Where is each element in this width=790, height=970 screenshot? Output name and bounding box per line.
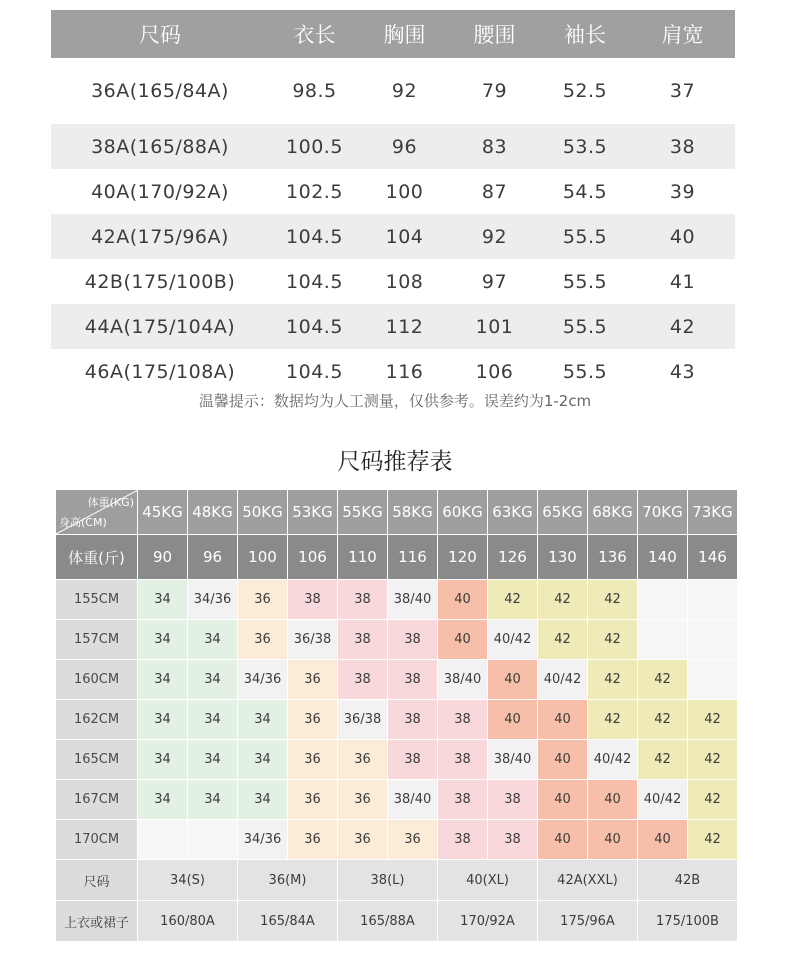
recommended-size-cell: 42 <box>638 700 688 740</box>
weight-jin-row <box>56 535 738 580</box>
measurement-cell: 40 <box>630 214 735 259</box>
recommendation-title: 尺码推荐表 <box>337 449 453 475</box>
header-length: 衣长 <box>269 10 360 58</box>
measurement-cell: 41 <box>669 270 696 293</box>
recommended-size-cell: 40 <box>538 820 588 860</box>
weight-jin-header: 110 <box>338 535 388 580</box>
weight-jin-header: 90 <box>138 535 188 580</box>
size-recommendation-table <box>55 489 738 942</box>
recommended-size-cell: 36 <box>338 780 388 820</box>
recommended-size-cell: 36 <box>288 700 338 740</box>
measurement-cell: 55.5 <box>562 270 608 293</box>
measurement-cell: 37 <box>669 80 696 102</box>
recommended-size-cell: 34 <box>238 700 288 740</box>
height-row <box>56 580 738 620</box>
recommended-size-cell: 36 <box>338 740 388 780</box>
weight-kg-row <box>56 490 738 535</box>
height-row <box>56 820 738 860</box>
recommended-size-cell: 36 <box>238 580 288 620</box>
recommended-size-cell: 38 <box>438 820 488 860</box>
size-code-row <box>56 860 738 901</box>
recommended-size-cell: 38/40 <box>388 580 438 620</box>
recommended-size-cell: 34/36 <box>238 660 288 700</box>
recommended-size-cell <box>138 820 188 860</box>
recommended-size-cell: 38 <box>438 780 488 820</box>
weight-kg-header: 45KG <box>138 490 188 535</box>
recommended-size-cell: 42 <box>488 580 538 620</box>
weight-kg-header: 53KG <box>288 490 338 535</box>
measurement-cell: 38 <box>630 124 735 169</box>
size-code-cell: 42A(XXL) <box>538 860 638 901</box>
recommended-size-cell: 36/38 <box>288 620 338 660</box>
weight-kg-header: 65KG <box>538 490 588 535</box>
recommended-size-cell: 34/36 <box>188 580 238 620</box>
weight-kg-header: 60KG <box>438 490 488 535</box>
recommended-size-cell: 42 <box>688 700 738 740</box>
header-size: 尺码 <box>51 10 269 58</box>
measurement-cell: 116 <box>385 360 424 383</box>
size-code-cell: 34(S) <box>138 860 238 901</box>
weight-jin-header: 146 <box>688 535 738 580</box>
recommended-size-cell: 34 <box>238 780 288 820</box>
size-row <box>51 259 735 304</box>
recommended-size-cell <box>638 620 688 660</box>
table-corner-cell <box>56 490 138 535</box>
height-row <box>56 660 738 700</box>
recommended-size-cell: 42 <box>588 620 638 660</box>
recommended-size-cell: 36 <box>388 820 438 860</box>
measurement-cell: 53.5 <box>540 124 630 169</box>
size-code-cell: 38(L) <box>338 860 438 901</box>
weight-kg-header: 55KG <box>338 490 388 535</box>
weight-jin-header: 116 <box>388 535 438 580</box>
recommended-size-cell: 38 <box>388 620 438 660</box>
height-row <box>56 620 738 660</box>
size-row <box>51 124 735 169</box>
top-size-cell: 175/96A <box>538 901 638 942</box>
height-label: 155CM <box>56 580 138 620</box>
measurement-cell: 112 <box>360 304 449 349</box>
recommended-size-cell: 38 <box>388 660 438 700</box>
recommended-size-cell: 40 <box>438 580 488 620</box>
recommended-size-cell: 42 <box>688 780 738 820</box>
weight-kg-header: 58KG <box>388 490 438 535</box>
recommended-size-cell: 40/42 <box>538 660 588 700</box>
measurement-cell: 55.5 <box>540 304 630 349</box>
size-code-cell: 42A(175/96A) <box>51 214 269 259</box>
size-row <box>51 58 735 124</box>
height-label: 160CM <box>56 660 138 700</box>
recommended-size-cell: 38/40 <box>438 660 488 700</box>
measurement-cell: 92 <box>449 214 540 259</box>
recommended-size-cell: 42 <box>638 660 688 700</box>
recommended-size-cell: 38 <box>338 660 388 700</box>
recommended-size-cell: 40 <box>488 660 538 700</box>
measurement-cell: 102.5 <box>286 180 343 203</box>
recommended-size-cell: 34 <box>188 780 238 820</box>
top-size-row-label: 上衣或裙子 <box>56 901 138 942</box>
measurement-cell: 83 <box>449 124 540 169</box>
measurement-cell: 100.5 <box>269 124 360 169</box>
weight-jin-header: 100 <box>238 535 288 580</box>
measurement-cell: 79 <box>481 80 508 102</box>
measurement-cell: 98.5 <box>292 80 337 102</box>
measurement-cell: 100 <box>385 180 424 203</box>
recommended-size-cell: 40 <box>488 700 538 740</box>
recommended-size-cell: 42 <box>588 580 638 620</box>
size-code-row-label: 尺码 <box>56 860 138 901</box>
height-label: 165CM <box>56 740 138 780</box>
recommended-size-cell: 34 <box>188 700 238 740</box>
header-waist: 腰围 <box>449 10 540 58</box>
measurement-cell: 43 <box>669 360 696 383</box>
measurement-cell: 104.5 <box>286 270 343 293</box>
recommended-size-cell: 36 <box>288 660 338 700</box>
recommended-size-cell: 38/40 <box>388 780 438 820</box>
recommended-size-cell <box>638 580 688 620</box>
height-row <box>56 780 738 820</box>
recommended-size-cell: 38 <box>338 580 388 620</box>
header-chest: 胸围 <box>360 10 449 58</box>
recommended-size-cell: 38 <box>288 580 338 620</box>
top-size-cell: 165/84A <box>238 901 338 942</box>
top-size-cell: 170/92A <box>438 901 538 942</box>
size-code-cell: 36A(165/84A) <box>91 80 229 102</box>
height-row <box>56 700 738 740</box>
recommended-size-cell: 38 <box>388 740 438 780</box>
measurement-cell: 87 <box>481 180 508 203</box>
recommended-size-cell: 36 <box>238 620 288 660</box>
size-code-cell: 44A(175/104A) <box>51 304 269 349</box>
recommended-size-cell: 38 <box>488 780 538 820</box>
measurement-cell: 106 <box>475 360 514 383</box>
top-size-cell: 160/80A <box>138 901 238 942</box>
recommended-size-cell: 36 <box>288 740 338 780</box>
recommended-size-cell: 36 <box>288 820 338 860</box>
size-code-cell: 40A(170/92A) <box>91 180 229 203</box>
recommended-size-cell: 40/42 <box>588 740 638 780</box>
weight-kg-header: 48KG <box>188 490 238 535</box>
recommended-size-cell: 34 <box>138 580 188 620</box>
recommended-size-cell: 42 <box>538 620 588 660</box>
recommended-size-cell: 34 <box>188 660 238 700</box>
recommended-size-cell: 34 <box>188 620 238 660</box>
size-chart-table <box>51 10 735 394</box>
recommended-size-cell: 40 <box>538 740 588 780</box>
weight-jin-header: 96 <box>188 535 238 580</box>
weight-jin-header: 120 <box>438 535 488 580</box>
recommended-size-cell: 34 <box>138 660 188 700</box>
top-size-row <box>56 901 738 942</box>
measurement-cell: 54.5 <box>562 180 608 203</box>
weight-jin-label: 体重(斤) <box>56 535 138 580</box>
weight-jin-header: 126 <box>488 535 538 580</box>
height-label: 157CM <box>56 620 138 660</box>
recommended-size-cell: 40 <box>588 820 638 860</box>
recommended-size-cell <box>688 660 738 700</box>
corner-weight-label: 体重(KG) <box>87 496 134 509</box>
weight-kg-header: 73KG <box>688 490 738 535</box>
measurement-cell: 108 <box>385 270 424 293</box>
size-code-cell: 38A(165/88A) <box>51 124 269 169</box>
size-code-cell: 46A(175/108A) <box>84 360 236 383</box>
recommended-size-cell: 36 <box>288 780 338 820</box>
measurement-cell: 96 <box>360 124 449 169</box>
recommended-size-cell: 42 <box>688 740 738 780</box>
recommended-size-cell: 42 <box>538 580 588 620</box>
size-code-cell: 42B <box>638 860 738 901</box>
measurement-cell: 104.5 <box>286 360 343 383</box>
recommended-size-cell: 34 <box>138 780 188 820</box>
recommended-size-cell: 36 <box>338 820 388 860</box>
size-code-cell: 42B(175/100B) <box>84 270 236 293</box>
measurement-cell: 92 <box>391 80 418 102</box>
size-row <box>51 169 735 214</box>
recommended-size-cell: 38/40 <box>488 740 538 780</box>
measurement-cell: 104 <box>360 214 449 259</box>
measurement-cell: 104.5 <box>269 304 360 349</box>
recommended-size-cell <box>688 620 738 660</box>
size-row <box>51 214 735 259</box>
height-label: 162CM <box>56 700 138 740</box>
recommended-size-cell: 34 <box>138 700 188 740</box>
height-label: 170CM <box>56 820 138 860</box>
measurement-cell: 52.5 <box>562 80 608 102</box>
recommended-size-cell: 38 <box>438 700 488 740</box>
height-row <box>56 740 738 780</box>
recommended-size-cell <box>688 580 738 620</box>
top-size-cell: 165/88A <box>338 901 438 942</box>
recommended-size-cell: 34 <box>188 740 238 780</box>
recommended-size-cell: 40 <box>638 820 688 860</box>
recommended-size-cell: 34 <box>138 620 188 660</box>
corner-height-label: 身高(CM) <box>59 516 107 529</box>
size-row <box>51 349 735 394</box>
recommended-size-cell: 42 <box>588 660 638 700</box>
recommended-size-cell: 40 <box>438 620 488 660</box>
recommended-size-cell: 42 <box>588 700 638 740</box>
measurement-cell: 55.5 <box>540 214 630 259</box>
measurement-cell: 101 <box>449 304 540 349</box>
measurement-cell: 97 <box>481 270 508 293</box>
recommended-size-cell: 40 <box>538 700 588 740</box>
measurement-cell: 39 <box>669 180 696 203</box>
weight-jin-header: 136 <box>588 535 638 580</box>
recommended-size-cell: 38 <box>438 740 488 780</box>
weight-kg-header: 68KG <box>588 490 638 535</box>
recommended-size-cell: 40/42 <box>488 620 538 660</box>
measurement-cell: 55.5 <box>562 360 608 383</box>
weight-kg-header: 50KG <box>238 490 288 535</box>
recommended-size-cell <box>188 820 238 860</box>
recommended-size-cell: 36/38 <box>338 700 388 740</box>
recommended-size-cell: 40 <box>588 780 638 820</box>
size-row <box>51 304 735 349</box>
measurement-cell: 104.5 <box>269 214 360 259</box>
weight-jin-header: 106 <box>288 535 338 580</box>
size-code-cell: 36(M) <box>238 860 338 901</box>
height-label: 167CM <box>56 780 138 820</box>
recommended-size-cell: 40/42 <box>638 780 688 820</box>
weight-kg-header: 63KG <box>488 490 538 535</box>
header-shoulder: 肩宽 <box>630 10 735 58</box>
recommended-size-cell: 34/36 <box>238 820 288 860</box>
size-chart-header-row <box>51 10 735 58</box>
recommended-size-cell: 34 <box>138 740 188 780</box>
weight-jin-header: 130 <box>538 535 588 580</box>
header-sleeve: 袖长 <box>540 10 630 58</box>
recommended-size-cell: 40 <box>538 780 588 820</box>
recommended-size-cell: 34 <box>238 740 288 780</box>
weight-jin-header: 140 <box>638 535 688 580</box>
recommended-size-cell: 38 <box>388 700 438 740</box>
size-code-cell: 40(XL) <box>438 860 538 901</box>
weight-kg-header: 70KG <box>638 490 688 535</box>
measurement-cell: 42 <box>630 304 735 349</box>
recommended-size-cell: 38 <box>338 620 388 660</box>
recommended-size-cell: 42 <box>638 740 688 780</box>
top-size-cell: 175/100B <box>638 901 738 942</box>
recommended-size-cell: 38 <box>488 820 538 860</box>
measurement-tip: 温馨提示：数据均为人工测量，仅供参考。误差约为1-2cm <box>198 392 592 410</box>
recommended-size-cell: 42 <box>688 820 738 860</box>
